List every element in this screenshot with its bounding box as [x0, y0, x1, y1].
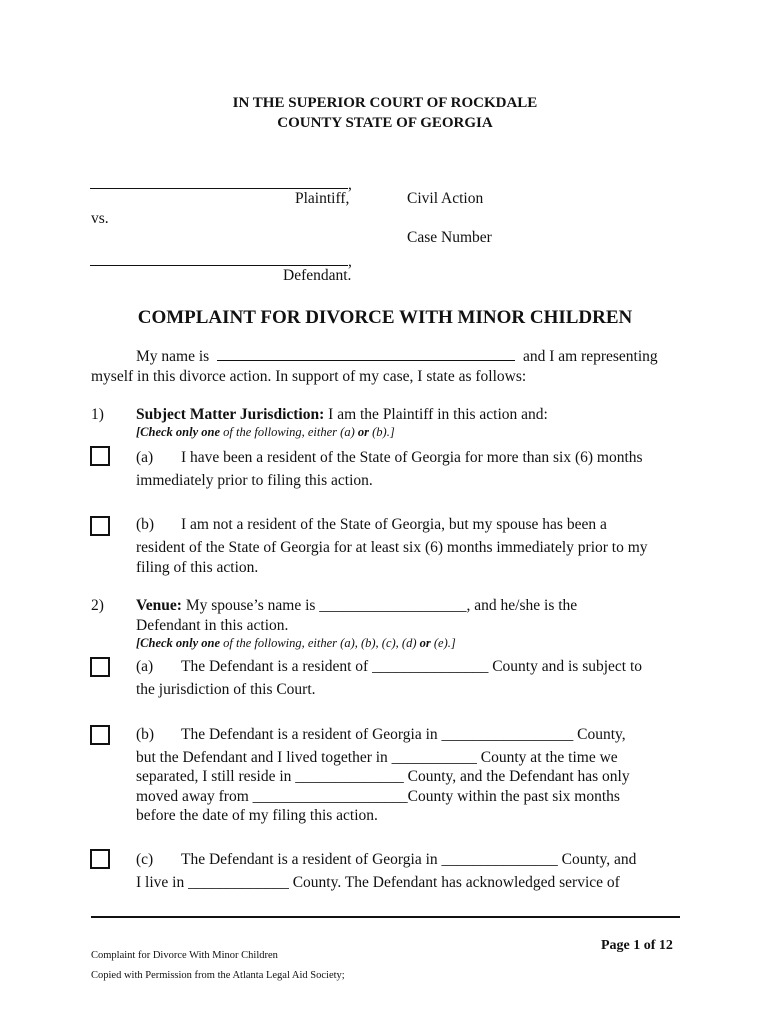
- section2-option-c-letter: (c): [136, 851, 154, 868]
- section1-note-a: [Check only one: [136, 425, 221, 439]
- intro-line1-a: My name is: [136, 348, 210, 365]
- section2-note-c: (e).]: [433, 636, 456, 650]
- plaintiff-name-line: [90, 176, 348, 189]
- section1-note-or: or: [357, 425, 369, 439]
- section1-option-b-line3: filing of this action.: [136, 559, 259, 576]
- section2-option-a-letter: (a): [136, 658, 154, 675]
- section2-option-b-line5: before the date of my filing this action.: [136, 807, 378, 824]
- section2-option-c-line1: The Defendant is a resident of Georgia in _______________ County, and: [181, 851, 637, 868]
- section1-note: [136, 425, 395, 440]
- defendant-comma: ,: [348, 253, 352, 270]
- section2-text-line2: Defendant in this action.: [136, 617, 289, 634]
- spouse-name-blank[interactable]: ___________________: [319, 597, 467, 614]
- court-header-line2: COUNTY STATE OF GEORGIA: [277, 115, 493, 131]
- section2-heading-line: [136, 597, 577, 615]
- section2-option-c-line2: I live in _____________ County. The Defendant has acknowledged service of: [136, 874, 620, 891]
- section1-option-b-line1: I am not a resident of the State of Georgia, but my spouse has been a: [181, 516, 607, 533]
- section2-option-b-line4: moved away from ____________________County within the past six months: [136, 788, 620, 805]
- section1-option-b-letter: (b): [136, 516, 155, 533]
- intro-line1: [136, 348, 658, 366]
- section2-option-c-checkbox[interactable]: [90, 849, 110, 869]
- section2-note-b: of the following, either (a), (b), (c), (d): [223, 636, 417, 650]
- section1-option-a-line2: immediately prior to filing this action.: [136, 472, 373, 489]
- footer-rule: [91, 916, 680, 918]
- section2-option-b-letter: (b): [136, 726, 155, 743]
- section2-text-a: My spouse’s name is: [185, 597, 316, 614]
- plaintiff-label: Plaintiff,: [295, 190, 350, 207]
- your-name-blank[interactable]: [217, 348, 515, 361]
- section1-heading-line: [136, 406, 548, 424]
- section1-number: 1): [91, 406, 104, 423]
- section1-note-c: (b).]: [372, 425, 395, 439]
- defendant-label: Defendant.: [283, 267, 352, 284]
- footer-line1: Complaint for Divorce With Minor Children: [91, 950, 278, 961]
- section1-note-b: of the following, either (a): [223, 425, 355, 439]
- civil-action-label: Civil Action: [407, 190, 484, 207]
- court-header-line1: IN THE SUPERIOR COURT OF ROCKDALE: [232, 95, 538, 111]
- section2-option-b-line3: separated, I still reside in ______________ County, and the Defendant has only: [136, 768, 630, 785]
- section2-option-a-checkbox[interactable]: [90, 657, 110, 677]
- section1-heading: Subject Matter Jurisdiction:: [136, 406, 325, 423]
- section2-text-b: , and he/she is the: [466, 597, 578, 614]
- section2-note-a: [Check only one: [136, 636, 221, 650]
- section2-option-b-line1: The Defendant is a resident of Georgia in _________________ County,: [181, 726, 626, 743]
- page-number: Page 1 of 12: [601, 938, 673, 953]
- section1-option-a-letter: (a): [136, 449, 154, 466]
- defendant-name-line: [90, 253, 348, 266]
- footer-line2: Copied with Permission from the Atlanta Legal Aid Society;: [91, 970, 345, 981]
- section1-option-a-checkbox[interactable]: [90, 446, 110, 466]
- vs-label: vs.: [91, 210, 109, 227]
- section1-option-b-line2: resident of the State of Georgia for at least six (6) months immediately prior to my: [136, 539, 648, 556]
- section1-text: I am the Plaintiff in this action and:: [328, 406, 548, 423]
- section2-option-b-line2: but the Defendant and I lived together in ___________ County at the time we: [136, 749, 618, 766]
- intro-line2: myself in this divorce action. In support of my case, I state as follows:: [91, 368, 527, 385]
- section1-option-b-checkbox[interactable]: [90, 516, 110, 536]
- section2-number: 2): [91, 597, 104, 614]
- section2-option-a-line1: The Defendant is a resident of _______________ County and is subject to: [181, 658, 643, 675]
- section2-heading: Venue:: [136, 597, 182, 614]
- intro-line1-b: and I am representing: [522, 348, 658, 365]
- section2-option-a-line2: the jurisdiction of this Court.: [136, 681, 316, 698]
- case-number-label: Case Number: [407, 229, 492, 246]
- section2-note-or: or: [419, 636, 431, 650]
- plaintiff-comma: ,: [348, 176, 352, 193]
- section2-option-b-checkbox[interactable]: [90, 725, 110, 745]
- section2-note: [136, 636, 456, 651]
- section1-option-a-line1: I have been a resident of the State of Georgia for more than six (6) months: [181, 449, 643, 466]
- document-title: COMPLAINT FOR DIVORCE WITH MINOR CHILDREN: [137, 307, 633, 328]
